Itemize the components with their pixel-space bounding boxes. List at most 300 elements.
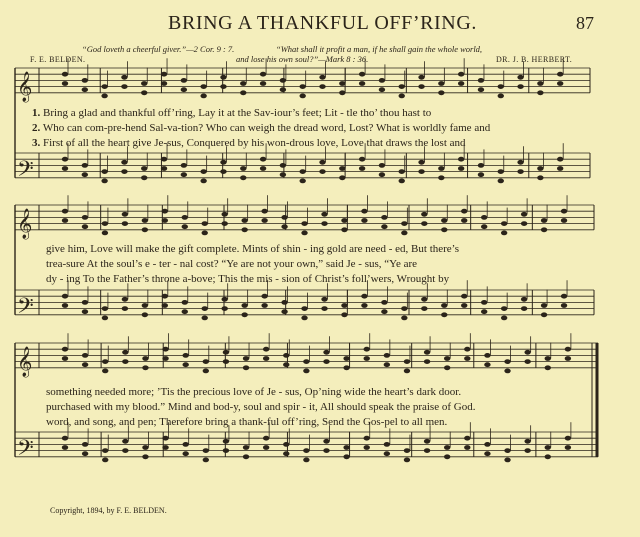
note-head	[220, 169, 226, 174]
note-head	[82, 224, 88, 229]
note-head	[122, 306, 128, 311]
note-head	[441, 218, 447, 223]
note-head	[182, 300, 188, 305]
note-head	[438, 81, 444, 86]
note-head	[461, 218, 467, 223]
note-head	[521, 306, 527, 311]
note-head	[384, 362, 390, 367]
note-head	[361, 303, 367, 308]
note-head	[260, 157, 266, 162]
note-head	[181, 172, 187, 177]
note-head	[478, 172, 484, 177]
note-head	[263, 356, 269, 361]
note-head	[361, 209, 367, 214]
note-head	[379, 172, 385, 177]
note-head	[565, 347, 571, 352]
note-head	[464, 356, 470, 361]
note-head	[102, 448, 108, 453]
note-head	[121, 75, 127, 80]
note-head	[102, 359, 108, 364]
note-head	[524, 350, 530, 355]
note-head	[557, 157, 563, 162]
note-head	[504, 359, 510, 364]
note-head	[263, 445, 269, 450]
lyricist-credit: F. E. BELDEN.	[30, 55, 86, 64]
note-head	[498, 84, 504, 89]
note-head	[221, 221, 227, 226]
note-head	[62, 436, 68, 441]
lyric-line: word, and song, and pen; Therefore bring a thank-ful off’ring, Send the Gos-pel to all men.	[46, 416, 448, 428]
note-head	[161, 72, 167, 77]
copyright-notice: Copyright, 1894, by F. E. BELDEN.	[50, 506, 167, 515]
note-head	[498, 94, 504, 99]
note-head	[441, 303, 447, 308]
note-head	[221, 212, 227, 217]
note-head	[418, 169, 424, 174]
note-head	[319, 160, 325, 165]
note-head	[223, 359, 229, 364]
note-head	[101, 169, 107, 174]
lyric-line: trea-sure At the soul’s e - ter - nal cost? “Ye are not your own,” said Je - sus, “Ye are	[46, 258, 418, 270]
note-head	[220, 160, 226, 165]
note-head	[102, 458, 108, 463]
note-head	[379, 87, 385, 92]
note-head	[62, 157, 68, 162]
note-head	[424, 350, 430, 355]
note-head	[181, 87, 187, 92]
note-head	[364, 347, 370, 352]
note-head	[381, 300, 387, 305]
note-head	[444, 454, 450, 459]
note-head	[421, 221, 427, 226]
note-head	[364, 436, 370, 441]
note-head	[82, 215, 88, 220]
note-head	[142, 445, 148, 450]
note-head	[141, 175, 147, 180]
note-head	[438, 166, 444, 171]
note-head	[399, 84, 405, 89]
note-head	[261, 218, 267, 223]
note-head	[283, 362, 289, 367]
note-head	[339, 166, 345, 171]
note-head	[501, 316, 507, 321]
note-head	[261, 209, 267, 214]
note-head	[62, 356, 68, 361]
note-head	[359, 72, 365, 77]
note-head	[464, 347, 470, 352]
note-head	[241, 303, 247, 308]
note-head	[280, 172, 286, 177]
note-head	[501, 221, 507, 226]
note-head	[182, 353, 188, 358]
note-head	[162, 436, 168, 441]
note-head	[541, 218, 547, 223]
note-head	[200, 179, 206, 184]
note-head	[537, 166, 543, 171]
note-head	[281, 309, 287, 314]
note-head	[401, 306, 407, 311]
note-head	[481, 309, 487, 314]
note-head	[280, 78, 286, 83]
note-head	[240, 166, 246, 171]
note-head	[561, 209, 567, 214]
note-head	[421, 306, 427, 311]
note-head	[162, 347, 168, 352]
note-head	[303, 359, 309, 364]
note-head	[404, 458, 410, 463]
note-head	[384, 451, 390, 456]
note-head	[501, 231, 507, 236]
note-head	[401, 221, 407, 226]
note-head	[240, 175, 246, 180]
note-head	[561, 218, 567, 223]
note-head	[182, 451, 188, 456]
note-head	[203, 448, 209, 453]
note-head	[545, 365, 551, 370]
note-head	[260, 81, 266, 86]
note-head	[182, 309, 188, 314]
note-head	[418, 75, 424, 80]
note-head	[261, 294, 267, 299]
note-head	[182, 362, 188, 367]
note-head	[498, 169, 504, 174]
note-head	[142, 312, 148, 317]
note-head	[162, 209, 168, 214]
note-head	[223, 448, 229, 453]
note-head	[82, 362, 88, 367]
note-head	[303, 448, 309, 453]
note-head	[141, 81, 147, 86]
note-head	[381, 309, 387, 314]
note-head	[524, 359, 530, 364]
note-head	[481, 300, 487, 305]
note-head	[379, 78, 385, 83]
note-head	[343, 356, 349, 361]
note-head	[301, 221, 307, 226]
note-head	[341, 303, 347, 308]
note-head	[458, 81, 464, 86]
note-head	[504, 369, 510, 374]
note-head	[399, 179, 405, 184]
note-head	[319, 84, 325, 89]
note-head	[299, 179, 305, 184]
note-head	[260, 166, 266, 171]
note-head	[524, 439, 530, 444]
note-head	[283, 451, 289, 456]
note-head	[243, 356, 249, 361]
note-head	[223, 439, 229, 444]
note-head	[82, 300, 88, 305]
note-head	[263, 436, 269, 441]
note-head	[404, 448, 410, 453]
note-head	[401, 231, 407, 236]
note-head	[504, 448, 510, 453]
note-head	[441, 312, 447, 317]
lyric-line: dy - ing To the Father’s throne a-bove; This the mis - sion of Christ’s foll’wers, Wrought by	[46, 273, 450, 285]
note-head	[561, 294, 567, 299]
note-head	[399, 169, 405, 174]
note-head	[281, 300, 287, 305]
lyric-line: purchased with my blood.” Mind and bod-y, soul and spir - it, All should speak the praise of God.	[46, 401, 476, 413]
note-head	[122, 359, 128, 364]
note-head	[384, 353, 390, 358]
note-head	[484, 451, 490, 456]
note-head	[421, 212, 427, 217]
note-head	[341, 218, 347, 223]
note-head	[557, 81, 563, 86]
note-head	[162, 294, 168, 299]
note-head	[82, 451, 88, 456]
note-head	[441, 227, 447, 232]
note-head	[301, 231, 307, 236]
note-head	[339, 175, 345, 180]
note-head	[299, 169, 305, 174]
note-head	[240, 90, 246, 95]
note-head	[478, 78, 484, 83]
note-head	[444, 445, 450, 450]
note-head	[438, 175, 444, 180]
note-head	[323, 439, 329, 444]
note-head	[524, 448, 530, 453]
note-head	[243, 365, 249, 370]
note-head	[299, 84, 305, 89]
note-head	[343, 445, 349, 450]
note-head	[283, 353, 289, 358]
note-head	[339, 90, 345, 95]
note-head	[102, 231, 108, 236]
note-head	[321, 297, 327, 302]
note-head	[121, 169, 127, 174]
note-head	[319, 169, 325, 174]
note-head	[142, 227, 148, 232]
note-head	[162, 356, 168, 361]
note-head	[545, 356, 551, 361]
note-head	[565, 356, 571, 361]
note-head	[122, 439, 128, 444]
note-head	[464, 445, 470, 450]
epigraph-right-line1: “What shall it profit a man, if he shall gain the whole world,	[276, 44, 483, 54]
composer-credit: DR. J. B. HERBERT.	[496, 55, 573, 64]
note-head	[458, 72, 464, 77]
note-head	[464, 436, 470, 441]
note-head	[102, 316, 108, 321]
note-head	[142, 303, 148, 308]
note-head	[438, 90, 444, 95]
epigraph-left: “God loveth a cheerful giver.”—2 Cor. 9 : 7.	[82, 44, 235, 54]
note-head	[203, 369, 209, 374]
epigraph-right-line2: and lose his own soul?”—Mark 8 : 36.	[236, 54, 369, 64]
note-head	[565, 445, 571, 450]
note-head	[484, 362, 490, 367]
note-head	[404, 359, 410, 364]
note-head	[461, 209, 467, 214]
note-head	[200, 169, 206, 174]
note-head	[361, 294, 367, 299]
note-head	[121, 84, 127, 89]
note-head	[321, 306, 327, 311]
treble-clef-icon: 𝄞	[17, 208, 33, 239]
note-head	[299, 94, 305, 99]
note-head	[161, 166, 167, 171]
note-head	[565, 436, 571, 441]
note-head	[182, 215, 188, 220]
note-head	[323, 448, 329, 453]
note-head	[101, 179, 107, 184]
note-head	[62, 303, 68, 308]
note-head	[341, 312, 347, 317]
note-head	[301, 316, 307, 321]
note-head	[517, 75, 523, 80]
note-head	[545, 454, 551, 459]
note-head	[319, 75, 325, 80]
note-head	[521, 221, 527, 226]
note-head	[381, 215, 387, 220]
note-head	[62, 294, 68, 299]
note-head	[62, 209, 68, 214]
note-head	[364, 356, 370, 361]
note-head	[142, 356, 148, 361]
note-head	[122, 297, 128, 302]
note-head	[424, 439, 430, 444]
note-head	[458, 166, 464, 171]
note-head	[200, 94, 206, 99]
note-head	[62, 81, 68, 86]
note-head	[359, 81, 365, 86]
note-head	[401, 316, 407, 321]
note-head	[545, 445, 551, 450]
note-head	[537, 81, 543, 86]
note-head	[62, 72, 68, 77]
note-head	[243, 454, 249, 459]
note-head	[122, 212, 128, 217]
note-head	[424, 359, 430, 364]
note-head	[241, 218, 247, 223]
note-head	[359, 166, 365, 171]
treble-clef-icon: 𝄞	[17, 71, 33, 102]
note-head	[418, 84, 424, 89]
note-head	[444, 356, 450, 361]
treble-clef-icon: 𝄞	[17, 346, 33, 377]
note-head	[557, 166, 563, 171]
note-head	[458, 157, 464, 162]
note-head	[384, 442, 390, 447]
note-head	[359, 157, 365, 162]
note-head	[141, 166, 147, 171]
note-head	[223, 350, 229, 355]
note-head	[424, 448, 430, 453]
note-head	[481, 224, 487, 229]
note-head	[280, 163, 286, 168]
bass-clef-icon: 𝄢	[17, 156, 34, 187]
note-head	[142, 218, 148, 223]
note-head	[202, 316, 208, 321]
note-head	[203, 458, 209, 463]
note-head	[243, 445, 249, 450]
note-head	[361, 218, 367, 223]
note-head	[521, 212, 527, 217]
lyric-line: something needed more; ’Tis the precious love of Je - sus, Op’ning wide the heart’s dark door.	[46, 386, 462, 398]
page-number: 87	[576, 13, 594, 33]
note-head	[220, 75, 226, 80]
lyric-line: 1. Bring a glad and thankful off’ring, Lay it at the Sav-iour’s feet; Lit - tle tho’ thou hast to	[32, 107, 432, 119]
note-head	[121, 160, 127, 165]
note-head	[541, 312, 547, 317]
note-head	[517, 160, 523, 165]
lyric-line: 2. Who can com-pre-hend Sal-va-tion? Who can weigh the dread word, Lost? What is worldly fame and	[32, 122, 491, 134]
note-head	[478, 163, 484, 168]
note-head	[501, 306, 507, 311]
note-head	[141, 90, 147, 95]
note-head	[202, 221, 208, 226]
note-head	[202, 306, 208, 311]
note-head	[202, 231, 208, 236]
note-head	[122, 221, 128, 226]
note-head	[461, 303, 467, 308]
note-head	[122, 350, 128, 355]
note-head	[461, 294, 467, 299]
bass-clef-icon: 𝄢	[17, 293, 34, 324]
note-head	[161, 157, 167, 162]
note-head	[484, 353, 490, 358]
note-head	[399, 94, 405, 99]
note-head	[82, 309, 88, 314]
note-head	[161, 81, 167, 86]
note-head	[517, 169, 523, 174]
note-head	[221, 306, 227, 311]
note-head	[303, 369, 309, 374]
note-head	[62, 218, 68, 223]
note-head	[504, 458, 510, 463]
note-head	[82, 163, 88, 168]
note-head	[481, 215, 487, 220]
note-head	[343, 365, 349, 370]
note-head	[343, 454, 349, 459]
note-head	[537, 175, 543, 180]
note-head	[241, 312, 247, 317]
note-head	[364, 445, 370, 450]
note-head	[240, 81, 246, 86]
note-head	[321, 212, 327, 217]
note-head	[557, 72, 563, 77]
note-head	[517, 84, 523, 89]
note-head	[142, 365, 148, 370]
note-head	[62, 445, 68, 450]
hymn-title: BRING A THANKFUL OFF’RING.	[168, 12, 477, 34]
note-head	[102, 306, 108, 311]
note-head	[181, 78, 187, 83]
note-head	[404, 369, 410, 374]
note-head	[321, 221, 327, 226]
note-head	[62, 347, 68, 352]
note-head	[323, 350, 329, 355]
note-head	[221, 297, 227, 302]
note-head	[281, 215, 287, 220]
note-head	[301, 306, 307, 311]
note-head	[122, 448, 128, 453]
note-head	[220, 84, 226, 89]
note-head	[323, 359, 329, 364]
note-head	[281, 224, 287, 229]
note-head	[162, 445, 168, 450]
bass-clef-icon: 𝄢	[17, 435, 34, 466]
note-head	[541, 227, 547, 232]
lyric-line: 3. First of all the heart give Je-sus, Conquered by his won-drous love, Love that draws the lost and	[32, 137, 466, 149]
note-head	[498, 179, 504, 184]
note-head	[303, 458, 309, 463]
note-head	[182, 224, 188, 229]
note-head	[341, 227, 347, 232]
note-head	[261, 303, 267, 308]
